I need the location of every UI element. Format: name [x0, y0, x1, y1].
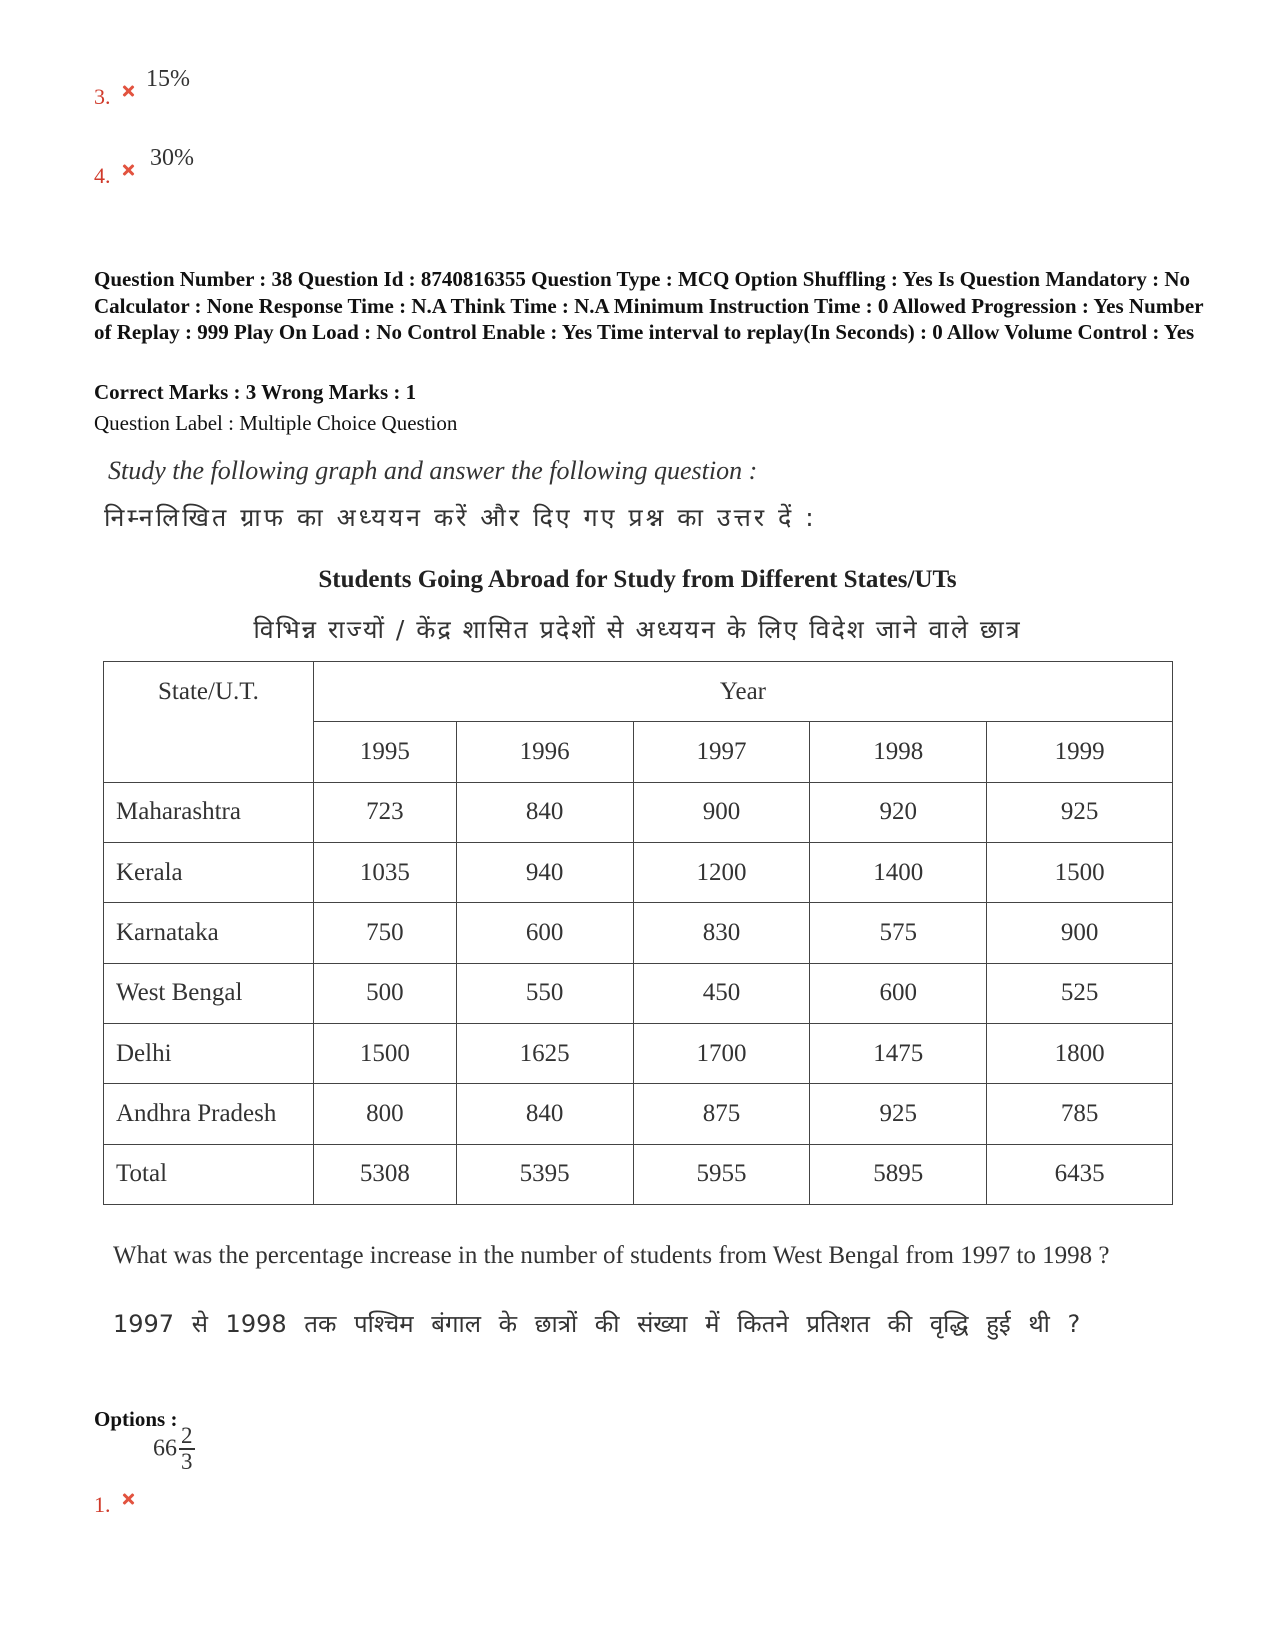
- value-cell: 550: [456, 963, 633, 1023]
- wrong-cross-icon: [122, 164, 134, 176]
- table-header-row: [104, 662, 1173, 722]
- table-row: [104, 842, 1173, 902]
- value-cell: 785: [987, 1084, 1173, 1144]
- value-cell: 900: [633, 782, 810, 842]
- option-fraction: [179, 1424, 195, 1474]
- option-value: 15%: [146, 66, 190, 92]
- value-cell: 830: [633, 903, 810, 963]
- instruction-english: Study the following graph and answer the following question :: [108, 456, 758, 485]
- table-row: [104, 903, 1173, 963]
- value-cell: 600: [810, 963, 987, 1023]
- option-value: [153, 1424, 195, 1474]
- fraction-denominator: 3: [181, 1449, 193, 1474]
- value-cell: 1475: [810, 1023, 987, 1083]
- state-cell: Delhi: [104, 1023, 314, 1083]
- value-cell: 840: [456, 1084, 633, 1144]
- value-cell: 920: [810, 782, 987, 842]
- wrong-cross-icon: [122, 85, 134, 97]
- marks-info: Correct Marks : 3 Wrong Marks : 1: [94, 380, 417, 404]
- fraction-numerator: 2: [181, 1423, 193, 1448]
- value-cell: 500: [313, 963, 456, 1023]
- value-cell: 1700: [633, 1023, 810, 1083]
- value-cell: 5955: [633, 1144, 810, 1204]
- wrong-cross-icon: [122, 1493, 134, 1505]
- value-cell: 723: [313, 782, 456, 842]
- table-title-hindi: विभिन्न राज्यों / केंद्र शासित प्रदेशों से अध्ययन के लिए विदेश जाने वाले छात्र: [253, 615, 1022, 644]
- value-cell: 525: [987, 963, 1173, 1023]
- value-cell: 1625: [456, 1023, 633, 1083]
- option-value: 30%: [150, 145, 194, 171]
- option-number: 4.: [94, 163, 111, 188]
- value-cell: 750: [313, 903, 456, 963]
- value-cell: 925: [810, 1084, 987, 1144]
- table-title: Students Going Abroad for Study from Different States/UTs: [318, 566, 957, 593]
- value-cell: 450: [633, 963, 810, 1023]
- value-cell: 875: [633, 1084, 810, 1144]
- value-cell: 600: [456, 903, 633, 963]
- option-number: 1.: [94, 1492, 111, 1517]
- year-header: 1998: [810, 722, 987, 782]
- value-cell: 1400: [810, 842, 987, 902]
- question-metadata: Question Number : 38 Question Id : 8740816355 Question Type : MCQ Option Shuffling : Yes Is Question Mandatory : No Calculator : None Response Time : N.A Think Time : N.A Minimum Instruction Time : 0 Allowed Progression : Yes Number of Replay : 999 Play On Load : No Control Enable : Yes Time interval to replay(In Seconds) : 0 Allow Volume Control : Yes: [94, 267, 1204, 344]
- question-label: Question Label : Multiple Choice Question: [94, 411, 458, 435]
- value-cell: 575: [810, 903, 987, 963]
- options-label: Options :: [94, 1407, 178, 1431]
- state-cell: Andhra Pradesh: [104, 1084, 314, 1144]
- value-cell: 5395: [456, 1144, 633, 1204]
- value-cell: 6435: [987, 1144, 1173, 1204]
- year-header: 1996: [456, 722, 633, 782]
- state-cell: Maharashtra: [104, 782, 314, 842]
- state-column-header: State/U.T.: [104, 662, 314, 783]
- value-cell: 1500: [987, 842, 1173, 902]
- students-abroad-table: [103, 661, 1173, 1205]
- value-cell: 1035: [313, 842, 456, 902]
- option-whole: 66: [153, 1435, 177, 1462]
- value-cell: 840: [456, 782, 633, 842]
- value-cell: 925: [987, 782, 1173, 842]
- table-row: [104, 782, 1173, 842]
- year-header: 1997: [633, 722, 810, 782]
- value-cell: 900: [987, 903, 1173, 963]
- table-row: [104, 963, 1173, 1023]
- value-cell: 800: [313, 1084, 456, 1144]
- value-cell: 1500: [313, 1023, 456, 1083]
- state-cell: Total: [104, 1144, 314, 1204]
- year-column-header: Year: [313, 662, 1172, 722]
- question-text-english: What was the percentage increase in the number of students from West Bengal from 1997 to 1998 ?: [113, 1242, 1110, 1269]
- instruction-hindi: निम्नलिखित ग्राफ का अध्ययन करें और दिए गए प्रश्न का उत्तर दें :: [104, 503, 817, 532]
- state-cell: Karnataka: [104, 903, 314, 963]
- state-cell: Kerala: [104, 842, 314, 902]
- table-row: [104, 1023, 1173, 1083]
- question-text-hindi: 1997 से 1998 तक पश्चिम बंगाल के छात्रों की संख्या में कितने प्रतिशत की वृद्धि हुई थी ?: [113, 1310, 1081, 1338]
- table-row: [104, 1084, 1173, 1144]
- year-header: 1995: [313, 722, 456, 782]
- year-header: 1999: [987, 722, 1173, 782]
- option-number: 3.: [94, 84, 111, 109]
- value-cell: 1200: [633, 842, 810, 902]
- table-row: [104, 1144, 1173, 1204]
- value-cell: 1800: [987, 1023, 1173, 1083]
- table-body: [104, 782, 1173, 1204]
- value-cell: 940: [456, 842, 633, 902]
- value-cell: 5308: [313, 1144, 456, 1204]
- state-cell: West Bengal: [104, 963, 314, 1023]
- value-cell: 5895: [810, 1144, 987, 1204]
